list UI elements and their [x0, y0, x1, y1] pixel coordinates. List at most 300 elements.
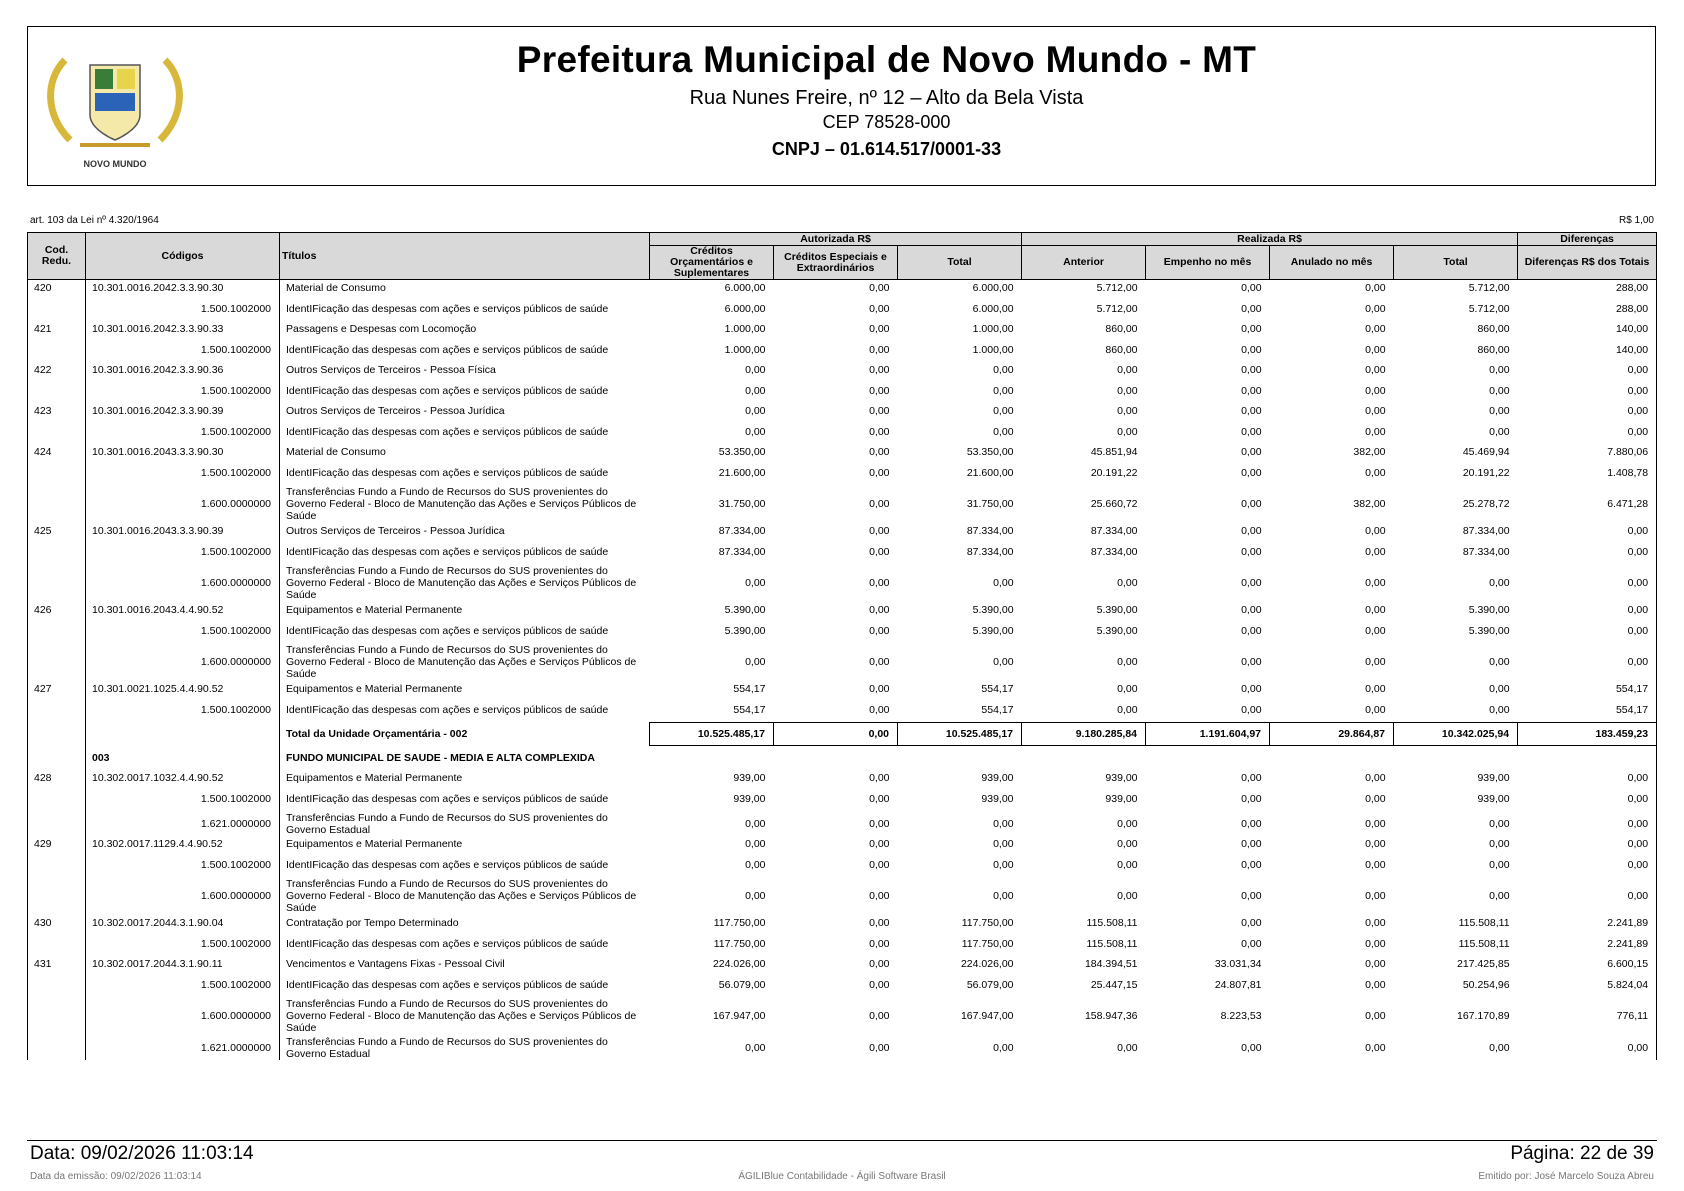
cell-value: 0,00 — [869, 858, 890, 871]
cell-value: 0,00 — [745, 384, 766, 397]
cell-codigo: 10.301.0016.2043.3.3.90.30 — [86, 444, 280, 460]
cell-value: 0,00 — [1117, 405, 1138, 417]
cell-value: 25.660,72 — [1090, 498, 1138, 510]
cell-value: 6.600,15 — [1518, 956, 1657, 972]
cell-value: 0,00 — [745, 858, 766, 871]
cell-value: 5.390,00 — [1096, 624, 1138, 637]
footer-emission-date: Data da emissão: 09/02/2026 11:03:14 — [30, 1171, 202, 1182]
cell-value: 0,00 — [869, 302, 890, 315]
cell-value: 0,00 — [1117, 384, 1138, 397]
table-row — [28, 539, 1657, 564]
cell-titulo: Outros Serviços de Terceiros - Pessoa Jurídica — [286, 525, 505, 537]
cell-value: 0,00 — [869, 792, 890, 805]
cell-value: 5.390,00 — [1468, 604, 1510, 616]
table-row — [28, 915, 1657, 931]
col-creditos-especiais: Créditos Especiais e Extraordinários — [774, 246, 898, 280]
cell-value: 0,00 — [1365, 772, 1386, 784]
cell-value: 0,00 — [1489, 364, 1510, 376]
cell-titulo: Transferências Fundo a Fundo de Recursos do SUS provenientes do Governo Federal - Bloco de Manutenção das Ações e Serviços Públicos de Saúde — [286, 644, 637, 680]
cell-value: 6.000,00 — [724, 302, 766, 315]
cell-value: 0,00 — [1365, 577, 1386, 589]
cell-value: 217.425,85 — [1457, 958, 1510, 970]
cell-value: 0,00 — [1489, 656, 1510, 668]
cell-titulo: IdentIFicação das despesas com ações e serviços públicos de saúde — [286, 978, 609, 991]
cell-value: 117.750,00 — [961, 917, 1014, 929]
cell-value: 0,00 — [774, 723, 898, 746]
table-row — [28, 997, 1657, 1035]
cell-value: 0,00 — [1117, 838, 1138, 850]
cell-value: 25.278,72 — [1462, 498, 1510, 510]
cell-value: 0,00 — [869, 384, 890, 397]
cell-value: 5.390,00 — [972, 604, 1014, 616]
cell-value: 0,00 — [1117, 703, 1138, 716]
cell-value: 0,00 — [1518, 539, 1657, 564]
cell-value: 0,00 — [869, 466, 890, 479]
cell-value: 87.334,00 — [1462, 545, 1510, 558]
cell-value: 0,00 — [1489, 890, 1510, 902]
cell-value: 0,00 — [1518, 419, 1657, 444]
cell-codigo: 1.621.0000000 — [86, 1035, 280, 1060]
cell-value: 0,00 — [1518, 403, 1657, 419]
cell-value: 0,00 — [1365, 343, 1386, 356]
cell-value: 158.947,36 — [1084, 1010, 1138, 1022]
cell-cod — [28, 1035, 86, 1060]
group-diferencas: Diferenças — [1518, 233, 1657, 246]
cell-value: 0,00 — [745, 656, 766, 668]
cell-codigo: 1.600.0000000 — [86, 643, 280, 681]
cell-value — [1518, 746, 1657, 771]
table-row — [28, 602, 1657, 618]
cell-value: 2.241,89 — [1518, 931, 1657, 956]
cell-value: 0,00 — [1241, 937, 1262, 950]
cell-value: 115.508,11 — [1458, 937, 1510, 950]
cell-value: 0,00 — [1365, 792, 1386, 805]
cell-value: 0,00 — [1241, 683, 1262, 695]
table-row — [28, 337, 1657, 362]
cell-codigo: 1.500.1002000 — [86, 697, 280, 723]
cell-value: 0,00 — [869, 343, 890, 356]
cell-value: 115.508,11 — [1086, 917, 1138, 929]
currency-unit: R$ 1,00 — [1618, 215, 1654, 226]
cell-value: 0,00 — [1489, 703, 1510, 716]
cell-value: 939,00 — [1105, 772, 1138, 784]
cell-value: 53.350,00 — [718, 446, 766, 458]
cell-value: 0,00 — [1365, 323, 1386, 335]
cell-cod: 425 — [28, 523, 86, 539]
cell-value: 56.079,00 — [718, 978, 766, 991]
cell-value: 0,00 — [869, 282, 890, 294]
cell-codigo: 10.302.0017.1032.4.4.90.52 — [86, 770, 280, 786]
cell-value: 0,00 — [1241, 772, 1262, 784]
cell-titulo: Equipamentos e Material Permanente — [286, 604, 463, 616]
cell-value: 0,00 — [869, 405, 890, 417]
cell-value: 0,00 — [1518, 523, 1657, 539]
cell-cod: 430 — [28, 915, 86, 931]
cell-value: 0,00 — [1489, 838, 1510, 850]
cell-codigo: 1.600.0000000 — [86, 997, 280, 1035]
footer-date: Data: 09/02/2026 11:03:14 — [30, 1143, 254, 1164]
cell-value: 0,00 — [869, 772, 890, 784]
cell-value: 167.170,89 — [1457, 1010, 1510, 1022]
cell-value: 288,00 — [1518, 280, 1657, 297]
col-diferencas-totais: Diferenças R$ dos Totais — [1518, 246, 1657, 280]
table-row — [28, 419, 1657, 444]
table-row — [28, 972, 1657, 997]
cell-value: 0,00 — [1241, 890, 1262, 902]
cell-value: 0,00 — [1241, 858, 1262, 871]
table-row — [28, 931, 1657, 956]
cell-value: 0,00 — [1117, 890, 1138, 902]
cell-titulo: IdentIFicação das despesas com ações e serviços públicos de saúde — [286, 703, 609, 716]
page-title: Prefeitura Municipal de Novo Mundo - MT — [516, 39, 1257, 80]
cell-value: 10.525.485,17 — [898, 723, 1022, 746]
cell-value: 0,00 — [993, 656, 1014, 668]
cell-value: 0,00 — [1241, 838, 1262, 850]
cell-value: 0,00 — [1518, 378, 1657, 403]
cell-value: 1.000,00 — [724, 323, 766, 335]
cell-value: 939,00 — [733, 792, 766, 805]
cell-titulo: IdentIFicação das despesas com ações e serviços públicos de saúde — [286, 466, 609, 479]
cell-value: 0,00 — [869, 577, 890, 589]
cell-titulo: IdentIFicação das despesas com ações e serviços públicos de saúde — [286, 384, 609, 397]
cell-value: 1.191.604,97 — [1146, 723, 1270, 746]
cell-value: 0,00 — [869, 890, 890, 902]
cell-codigo: 1.600.0000000 — [86, 564, 280, 602]
cell-value: 167.947,00 — [960, 1010, 1014, 1022]
cell-value: 0,00 — [1489, 577, 1510, 589]
cell-cod: 426 — [28, 602, 86, 618]
cell-value: 5.712,00 — [1096, 282, 1138, 294]
cell-value: 0,00 — [745, 1041, 766, 1054]
cell-value: 0,00 — [1241, 917, 1262, 929]
cell-titulo: Total da Unidade Orçamentária - 002 — [286, 728, 468, 740]
cell-codigo: 1.500.1002000 — [86, 378, 280, 403]
cell-cod — [28, 337, 86, 362]
cell-value: 0,00 — [1365, 1010, 1386, 1022]
cell-value: 5.390,00 — [724, 604, 766, 616]
cell-value: 0,00 — [1518, 877, 1657, 915]
cell-value: 167.947,00 — [712, 1010, 766, 1022]
cell-value: 0,00 — [869, 425, 890, 438]
cell-value: 0,00 — [1365, 405, 1386, 417]
cell-value: 0,00 — [1365, 302, 1386, 315]
cell-value: 0,00 — [1365, 1041, 1386, 1054]
cell-value: 0,00 — [1365, 890, 1386, 902]
footer-issued-by: Emitido por: José Marcelo Souza Abreu — [1478, 1171, 1654, 1182]
cell-value: 0,00 — [869, 958, 890, 970]
cell-value: 5.390,00 — [724, 624, 766, 637]
cell-value: 0,00 — [869, 703, 890, 716]
cell-titulo: IdentIFicação das despesas com ações e serviços públicos de saúde — [286, 425, 609, 438]
cell-value: 0,00 — [1117, 683, 1138, 695]
cell-value: 0,00 — [993, 405, 1014, 417]
cell-value: 0,00 — [869, 446, 890, 458]
cell-value: 0,00 — [1365, 545, 1386, 558]
cell-cod: 421 — [28, 321, 86, 337]
cell-value: 0,00 — [993, 858, 1014, 871]
cell-value: 5.390,00 — [1096, 604, 1138, 616]
cell-value: 0,00 — [1365, 656, 1386, 668]
cell-value: 0,00 — [993, 384, 1014, 397]
group-realizada: Realizada R$ — [1022, 233, 1518, 246]
table-row — [28, 852, 1657, 877]
cell-cod — [28, 723, 86, 746]
unit-header-row — [28, 746, 1657, 771]
cell-value: 0,00 — [1241, 525, 1262, 537]
cell-value: 0,00 — [745, 817, 766, 830]
cell-value: 0,00 — [1241, 323, 1262, 335]
cell-value: 0,00 — [1489, 405, 1510, 417]
cell-value — [1146, 746, 1270, 771]
cell-value: 939,00 — [733, 772, 766, 784]
cell-value: 0,00 — [1518, 618, 1657, 643]
cell-value: 0,00 — [993, 1041, 1014, 1054]
cell-value: 0,00 — [1489, 1041, 1510, 1054]
cell-titulo: IdentIFicação das despesas com ações e serviços públicos de saúde — [286, 302, 609, 315]
cell-cod: 429 — [28, 836, 86, 852]
table-row — [28, 564, 1657, 602]
cell-value: 1.000,00 — [724, 343, 766, 356]
cell-value: 0,00 — [1241, 446, 1262, 458]
table-row — [28, 786, 1657, 811]
table-row — [28, 321, 1657, 337]
cell-value: 0,00 — [993, 425, 1014, 438]
cell-cod — [28, 852, 86, 877]
cell-value: 87.334,00 — [1090, 545, 1138, 558]
cell-value: 382,00 — [1353, 446, 1386, 458]
cell-value — [1394, 746, 1518, 771]
cell-value: 0,00 — [1365, 525, 1386, 537]
cell-cod: 428 — [28, 770, 86, 786]
cell-value: 0,00 — [1365, 364, 1386, 376]
cell-value: 87.334,00 — [966, 545, 1014, 558]
cell-value: 939,00 — [981, 772, 1014, 784]
cell-titulo: Material de Consumo — [286, 282, 386, 294]
col-anulado-mes: Anulado no mês — [1270, 246, 1394, 280]
cell-value: 0,00 — [1117, 577, 1138, 589]
cell-codigo: 1.500.1002000 — [86, 419, 280, 444]
cell-value: 0,00 — [745, 577, 766, 589]
cell-value: 33.031,34 — [1214, 958, 1262, 970]
budget-table-wrapper — [27, 232, 1656, 1060]
cell-codigo: 1.500.1002000 — [86, 460, 280, 485]
address: Rua Nunes Freire, nº 12 – Alto da Bela Vista — [689, 87, 1084, 109]
cell-value: 5.824,04 — [1518, 972, 1657, 997]
cell-value — [650, 746, 774, 771]
cell-value: 0,00 — [1518, 811, 1657, 836]
table-row — [28, 296, 1657, 321]
table-row — [28, 378, 1657, 403]
cell-value: 776,11 — [1518, 997, 1657, 1035]
cell-value: 8.223,53 — [1220, 1010, 1262, 1022]
table-row — [28, 1035, 1657, 1060]
cell-titulo: Equipamentos e Material Permanente — [286, 683, 463, 695]
cell-codigo: 10.301.0016.2043.4.4.90.52 — [86, 602, 280, 618]
cell-value: 0,00 — [1518, 362, 1657, 378]
cell-codigo: 1.500.1002000 — [86, 296, 280, 321]
cell-value: 0,00 — [1241, 498, 1262, 510]
table-row — [28, 362, 1657, 378]
cell-cod: 431 — [28, 956, 86, 972]
cell-titulo: Vencimentos e Vantagens Fixas - Pessoal Civil — [286, 958, 505, 970]
cell-titulo: IdentIFicação das despesas com ações e serviços públicos de saúde — [286, 545, 609, 558]
cell-value: 939,00 — [1477, 792, 1510, 805]
cell-value: 224.026,00 — [712, 958, 766, 970]
table-row — [28, 523, 1657, 539]
cell-value — [1022, 746, 1146, 771]
cell-titulo: Transferências Fundo a Fundo de Recursos do SUS provenientes do Governo Estadual — [286, 1035, 608, 1060]
cell-value: 0,00 — [745, 405, 766, 417]
cell-value: 29.864,87 — [1270, 723, 1394, 746]
cell-cod: 422 — [28, 362, 86, 378]
cell-value: 87.334,00 — [966, 525, 1014, 537]
cell-codigo: 10.301.0021.1025.4.4.90.52 — [86, 681, 280, 697]
cell-value — [1270, 746, 1394, 771]
cell-value: 0,00 — [1489, 817, 1510, 830]
footer-software: ÁGILIBlue Contabilidade - Ágili Software Brasil — [738, 1171, 946, 1182]
col-cod: Cod. Redu. — [28, 233, 86, 280]
cell-cod — [28, 931, 86, 956]
table-body — [28, 280, 1657, 1061]
cell-cod — [28, 811, 86, 836]
cell-value: 0,00 — [1365, 978, 1386, 991]
table-row — [28, 877, 1657, 915]
cell-value: 117.750,00 — [713, 937, 766, 950]
table-row — [28, 618, 1657, 643]
cell-value: 0,00 — [1241, 425, 1262, 438]
cell-titulo: Transferências Fundo a Fundo de Recursos do SUS provenientes do Governo Federal - Bloco de Manutenção das Ações e Serviços Públicos de Saúde — [286, 565, 637, 601]
cell-cod: 423 — [28, 403, 86, 419]
cell-value: 9.180.285,84 — [1022, 723, 1146, 746]
cell-value: 0,00 — [1241, 792, 1262, 805]
cell-codigo: 1.500.1002000 — [86, 618, 280, 643]
cell-value: 24.807,81 — [1214, 978, 1262, 991]
cell-value: 0,00 — [1489, 683, 1510, 695]
cell-value: 140,00 — [1518, 337, 1657, 362]
cell-codigo — [86, 723, 280, 746]
cell-value: 382,00 — [1353, 498, 1386, 510]
cell-value: 0,00 — [1117, 656, 1138, 668]
cell-value: 6.000,00 — [724, 282, 766, 294]
cell-value: 0,00 — [1518, 564, 1657, 602]
cell-value: 87.334,00 — [1462, 525, 1510, 537]
cell-value: 0,00 — [1241, 604, 1262, 616]
cell-value: 21.600,00 — [718, 466, 766, 479]
cell-cod — [28, 539, 86, 564]
cell-cod — [28, 786, 86, 811]
cell-value: 21.600,00 — [966, 466, 1014, 479]
cell-value: 0,00 — [1489, 858, 1510, 871]
cell-value: 0,00 — [993, 817, 1014, 830]
cell-codigo: 1.500.1002000 — [86, 539, 280, 564]
col-anterior: Anterior — [1022, 246, 1146, 280]
cell-value: 7.880,06 — [1518, 444, 1657, 460]
law-reference: art. 103 da Lei nº 4.320/1964 — [30, 215, 159, 226]
cell-value: 0,00 — [1365, 703, 1386, 716]
cell-value: 0,00 — [1241, 302, 1262, 315]
cell-value: 554,17 — [981, 683, 1014, 695]
cell-value: 50.254,96 — [1462, 978, 1510, 991]
table-row — [28, 681, 1657, 697]
cell-titulo: Contratação por Tempo Determinado — [286, 917, 459, 929]
cell-value: 0,00 — [869, 525, 890, 537]
col-total-realizada: Total — [1394, 246, 1518, 280]
cell-cod — [28, 746, 86, 771]
cell-value: 140,00 — [1518, 321, 1657, 337]
cell-value: 0,00 — [993, 890, 1014, 902]
table-row — [28, 770, 1657, 786]
cell-value: 0,00 — [993, 577, 1014, 589]
cell-value: 115.508,11 — [1458, 917, 1510, 929]
cell-value: 1.000,00 — [972, 323, 1014, 335]
cell-value: 0,00 — [745, 425, 766, 438]
cell-titulo: Equipamentos e Material Permanente — [286, 838, 463, 850]
table-row — [28, 643, 1657, 681]
cell-cod — [28, 697, 86, 723]
cell-value: 939,00 — [1477, 772, 1510, 784]
cell-value: 554,17 — [1518, 697, 1657, 723]
cell-titulo: Transferências Fundo a Fundo de Recursos do SUS provenientes do Governo Estadual — [286, 811, 608, 836]
cell-codigo: 10.301.0016.2042.3.3.90.33 — [86, 321, 280, 337]
cell-value: 31.750,00 — [966, 498, 1014, 510]
cell-value: 0,00 — [745, 838, 766, 850]
col-titulos: Títulos — [280, 233, 650, 280]
table-row — [28, 444, 1657, 460]
cell-value: 10.525.485,17 — [650, 723, 774, 746]
cell-value: 0,00 — [1241, 577, 1262, 589]
cell-value: 939,00 — [981, 792, 1014, 805]
cell-value: 0,00 — [869, 624, 890, 637]
footer-divider — [27, 1140, 1657, 1141]
cell-codigo: 1.500.1002000 — [86, 972, 280, 997]
cell-cod — [28, 296, 86, 321]
cell-value: 860,00 — [1105, 343, 1138, 356]
cell-value: 554,17 — [733, 703, 766, 716]
cell-value: 0,00 — [1518, 770, 1657, 786]
cell-value: 20.191,22 — [1090, 466, 1138, 479]
cell-cod — [28, 460, 86, 485]
cell-value: 0,00 — [1241, 364, 1262, 376]
group-autorizada: Autorizada R$ — [650, 233, 1022, 246]
cell-codigo: 1.500.1002000 — [86, 931, 280, 956]
col-total-autorizada: Total — [898, 246, 1022, 280]
cell-cod — [28, 997, 86, 1035]
cell-value: 288,00 — [1518, 296, 1657, 321]
cell-value: 0,00 — [1241, 405, 1262, 417]
cell-titulo: IdentIFicação das despesas com ações e serviços públicos de saúde — [286, 792, 609, 805]
cell-value: 1.000,00 — [972, 343, 1014, 356]
cell-cod — [28, 485, 86, 523]
cell-value: 87.334,00 — [1090, 525, 1138, 537]
col-codigos: Códigos — [86, 233, 280, 280]
cell-value: 6.000,00 — [972, 282, 1014, 294]
cell-cod — [28, 564, 86, 602]
table-row — [28, 836, 1657, 852]
cell-value: 20.191,22 — [1462, 466, 1510, 479]
cell-value: 0,00 — [869, 604, 890, 616]
table-row — [28, 697, 1657, 723]
cell-titulo: IdentIFicação das despesas com ações e serviços públicos de saúde — [286, 937, 609, 950]
cell-titulo: IdentIFicação das despesas com ações e serviços públicos de saúde — [286, 858, 609, 871]
cell-value: 25.447,15 — [1090, 978, 1138, 991]
cell-value: 31.750,00 — [718, 498, 766, 510]
cell-value: 117.750,00 — [713, 917, 766, 929]
cell-titulo: IdentIFicação das despesas com ações e serviços públicos de saúde — [286, 343, 609, 356]
logo-text: NOVO MUNDO — [83, 159, 147, 169]
cell-value: 0,00 — [1365, 817, 1386, 830]
cell-value: 0,00 — [1117, 817, 1138, 830]
cell-value: 0,00 — [1241, 282, 1262, 294]
